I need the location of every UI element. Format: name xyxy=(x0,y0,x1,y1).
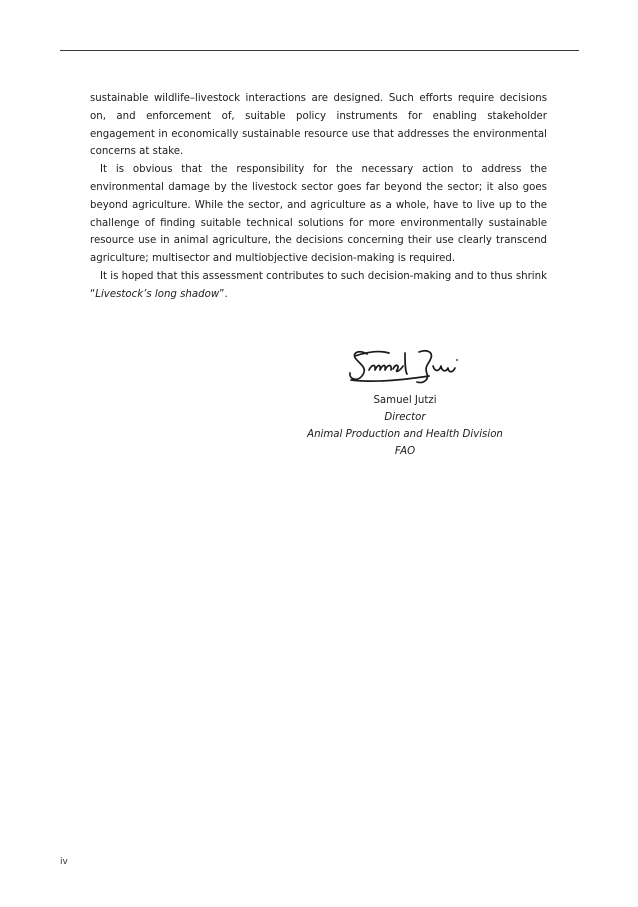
paragraph-3-text: It is hoped that this assessment contributes to such decision-making and to thus shrink “ xyxy=(90,270,547,300)
body-text xyxy=(90,90,547,304)
signatory-title: Director xyxy=(384,412,426,423)
signature-block xyxy=(270,340,540,460)
paragraph-3-end: ”. xyxy=(219,288,228,300)
paragraph-3 xyxy=(90,268,547,304)
page-number: iv xyxy=(60,857,68,867)
signatory-name: Samuel Jutzi xyxy=(373,395,437,406)
handwritten-signature xyxy=(345,340,465,390)
report-title: Livestock’s long shadow xyxy=(95,288,220,300)
signatory-division: Animal Production and Health Division xyxy=(307,429,503,440)
paragraph-1: sustainable wildlife–livestock interactions are designed. Such efforts require decisions on, and enforcement of, suitable policy instruments for enabling stakeholder engagement in economically sustainable resource use that addresses the environmental concerns at stake. xyxy=(90,93,547,158)
paragraph-2: It is obvious that the responsibility for the necessary action to address the environmental damage by the livestock sector goes far beyond the sector; it also goes beyond agriculture. While the sector, and agriculture as a whole, have to live up to the challenge of finding suitable technical solutions for more environmentally sustainable resource use in animal agriculture, the decisions concerning their use clearly transcend agriculture; multisector and multiobjective decision-making is required. xyxy=(90,164,547,265)
signatory-organization: FAO xyxy=(394,446,416,457)
top-rule xyxy=(60,50,579,51)
